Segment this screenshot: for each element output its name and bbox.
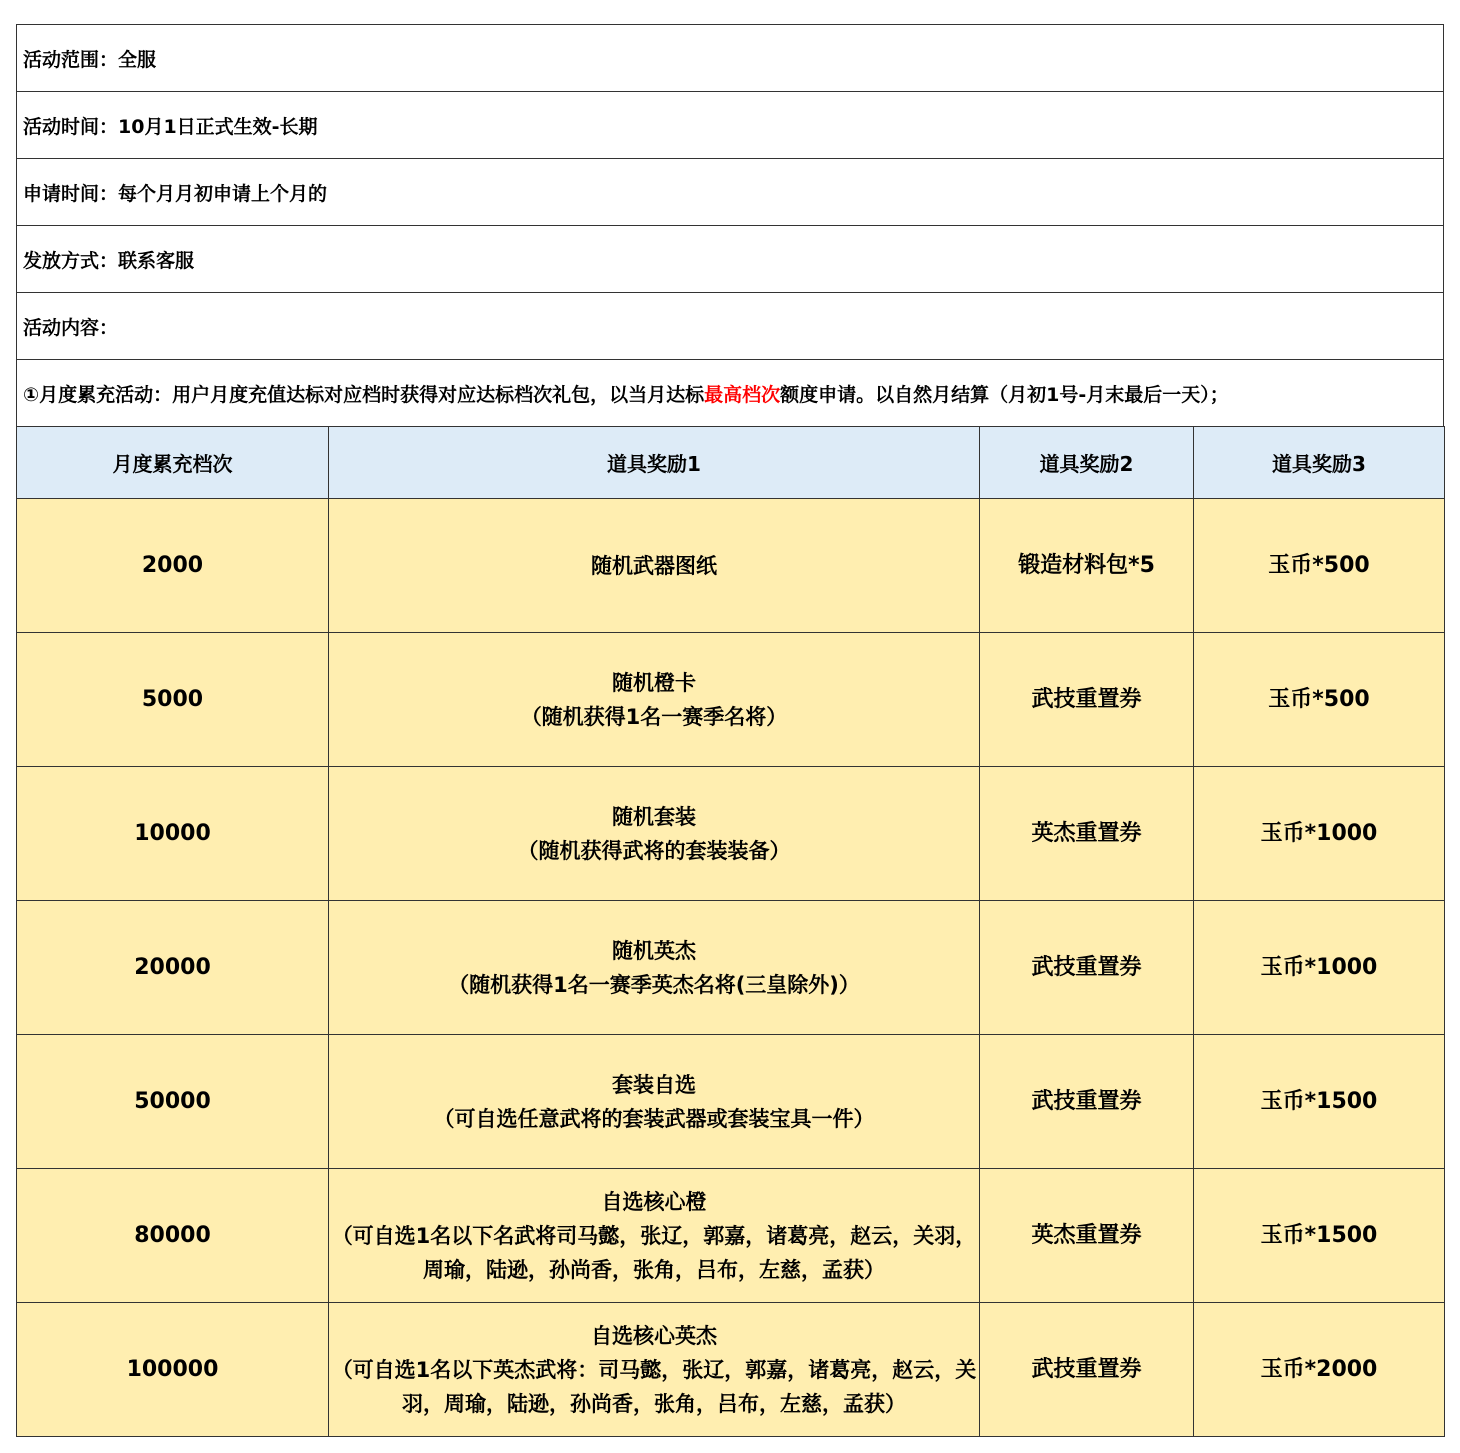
reward1-name: 套装自选 xyxy=(612,1072,696,1097)
rule-text-before: ①月度累充活动：用户月度充值达标对应档时获得对应达标档次礼包，以当月达标 xyxy=(23,383,705,406)
content-label: 活动内容： xyxy=(23,316,119,339)
reward1-cell xyxy=(329,1035,980,1169)
reward1-name: 自选核心橙 xyxy=(601,1189,707,1214)
header-reward1: 道具奖励1 xyxy=(329,427,980,499)
reward-table xyxy=(16,426,1445,1437)
time-value: 10月1日正式生效-长期 xyxy=(118,115,318,138)
info-scope xyxy=(16,24,1444,91)
reward3-cell: 玉币*1500 xyxy=(1194,1035,1445,1169)
rule-highlight: 最高档次 xyxy=(704,383,781,406)
header-tier: 月度累充档次 xyxy=(17,427,329,499)
table-row xyxy=(17,901,1445,1035)
table-row xyxy=(17,1169,1445,1303)
info-method xyxy=(16,225,1444,292)
reward1-cell xyxy=(329,767,980,901)
reward3-cell: 玉币*1500 xyxy=(1194,1169,1445,1303)
header-reward2: 道具奖励2 xyxy=(980,427,1194,499)
reward1-note: （随机获得1名一赛季名将） xyxy=(520,704,788,729)
table-row xyxy=(17,633,1445,767)
reward2-cell: 锻造材料包*5 xyxy=(980,499,1194,633)
tier-cell: 50000 xyxy=(17,1035,329,1169)
tier-cell: 100000 xyxy=(17,1303,329,1437)
reward1-note: （可自选1名以下名武将司马懿，张辽，郭嘉，诸葛亮，赵云，关羽，周瑜，陆逊，孙尚香，张角，吕布，左慈，孟获） xyxy=(331,1223,977,1282)
reward2-cell: 武技重置券 xyxy=(980,633,1194,767)
tier-cell: 20000 xyxy=(17,901,329,1035)
reward2-cell: 英杰重置券 xyxy=(980,767,1194,901)
reward1-name: 自选核心英杰 xyxy=(591,1323,717,1348)
scope-value: 全服 xyxy=(118,48,157,71)
reward3-cell: 玉币*1000 xyxy=(1194,901,1445,1035)
table-row xyxy=(17,499,1445,633)
header-reward3: 道具奖励3 xyxy=(1194,427,1445,499)
method-value: 联系客服 xyxy=(118,249,195,272)
reward3-cell: 玉币*1000 xyxy=(1194,767,1445,901)
tier-cell: 5000 xyxy=(17,633,329,767)
reward1-note: （随机获得1名一赛季英杰名将(三皇除外)） xyxy=(448,972,860,997)
table-row xyxy=(17,1303,1445,1437)
reward1-note: （可自选1名以下英杰武将：司马懿，张辽，郭嘉，诸葛亮，赵云，关羽，周瑜，陆逊，孙尚香，张角，吕布，左慈，孟获） xyxy=(331,1357,977,1416)
reward3-cell: 玉币*2000 xyxy=(1194,1303,1445,1437)
reward2-cell: 武技重置券 xyxy=(980,901,1194,1035)
reward1-cell xyxy=(329,499,980,633)
reward2-cell: 武技重置券 xyxy=(980,1303,1194,1437)
table-row xyxy=(17,1035,1445,1169)
reward1-name: 随机套装 xyxy=(612,804,696,829)
apply-label: 申请时间： xyxy=(23,182,119,205)
reward2-cell: 英杰重置券 xyxy=(980,1169,1194,1303)
reward1-name: 随机英杰 xyxy=(612,938,696,963)
tier-cell: 80000 xyxy=(17,1169,329,1303)
rule-text-after: 额度申请。以自然月结算（月初1号-月末最后一天）； xyxy=(780,383,1229,406)
time-label: 活动时间： xyxy=(23,115,119,138)
reward2-cell: 武技重置券 xyxy=(980,1035,1194,1169)
table-row xyxy=(17,767,1445,901)
scope-label: 活动范围： xyxy=(23,48,119,71)
info-rule xyxy=(16,359,1444,426)
reward1-cell xyxy=(329,633,980,767)
reward3-cell: 玉币*500 xyxy=(1194,633,1445,767)
apply-value: 每个月月初申请上个月的 xyxy=(118,182,328,205)
reward1-cell xyxy=(329,901,980,1035)
reward1-cell xyxy=(329,1169,980,1303)
info-apply xyxy=(16,158,1444,225)
table-header-row xyxy=(17,427,1445,499)
tier-cell: 10000 xyxy=(17,767,329,901)
method-label: 发放方式： xyxy=(23,249,119,272)
info-content xyxy=(16,292,1444,359)
reward3-cell: 玉币*500 xyxy=(1194,499,1445,633)
info-time xyxy=(16,91,1444,158)
tier-cell: 2000 xyxy=(17,499,329,633)
reward1-name: 随机武器图纸 xyxy=(591,553,717,578)
reward1-name: 随机橙卡 xyxy=(612,670,696,695)
reward1-note: （可自选任意武将的套装武器或套装宝具一件） xyxy=(433,1106,875,1131)
reward1-cell xyxy=(329,1303,980,1437)
activity-sheet xyxy=(16,24,1444,1437)
reward1-note: （随机获得武将的套装装备） xyxy=(517,838,791,863)
